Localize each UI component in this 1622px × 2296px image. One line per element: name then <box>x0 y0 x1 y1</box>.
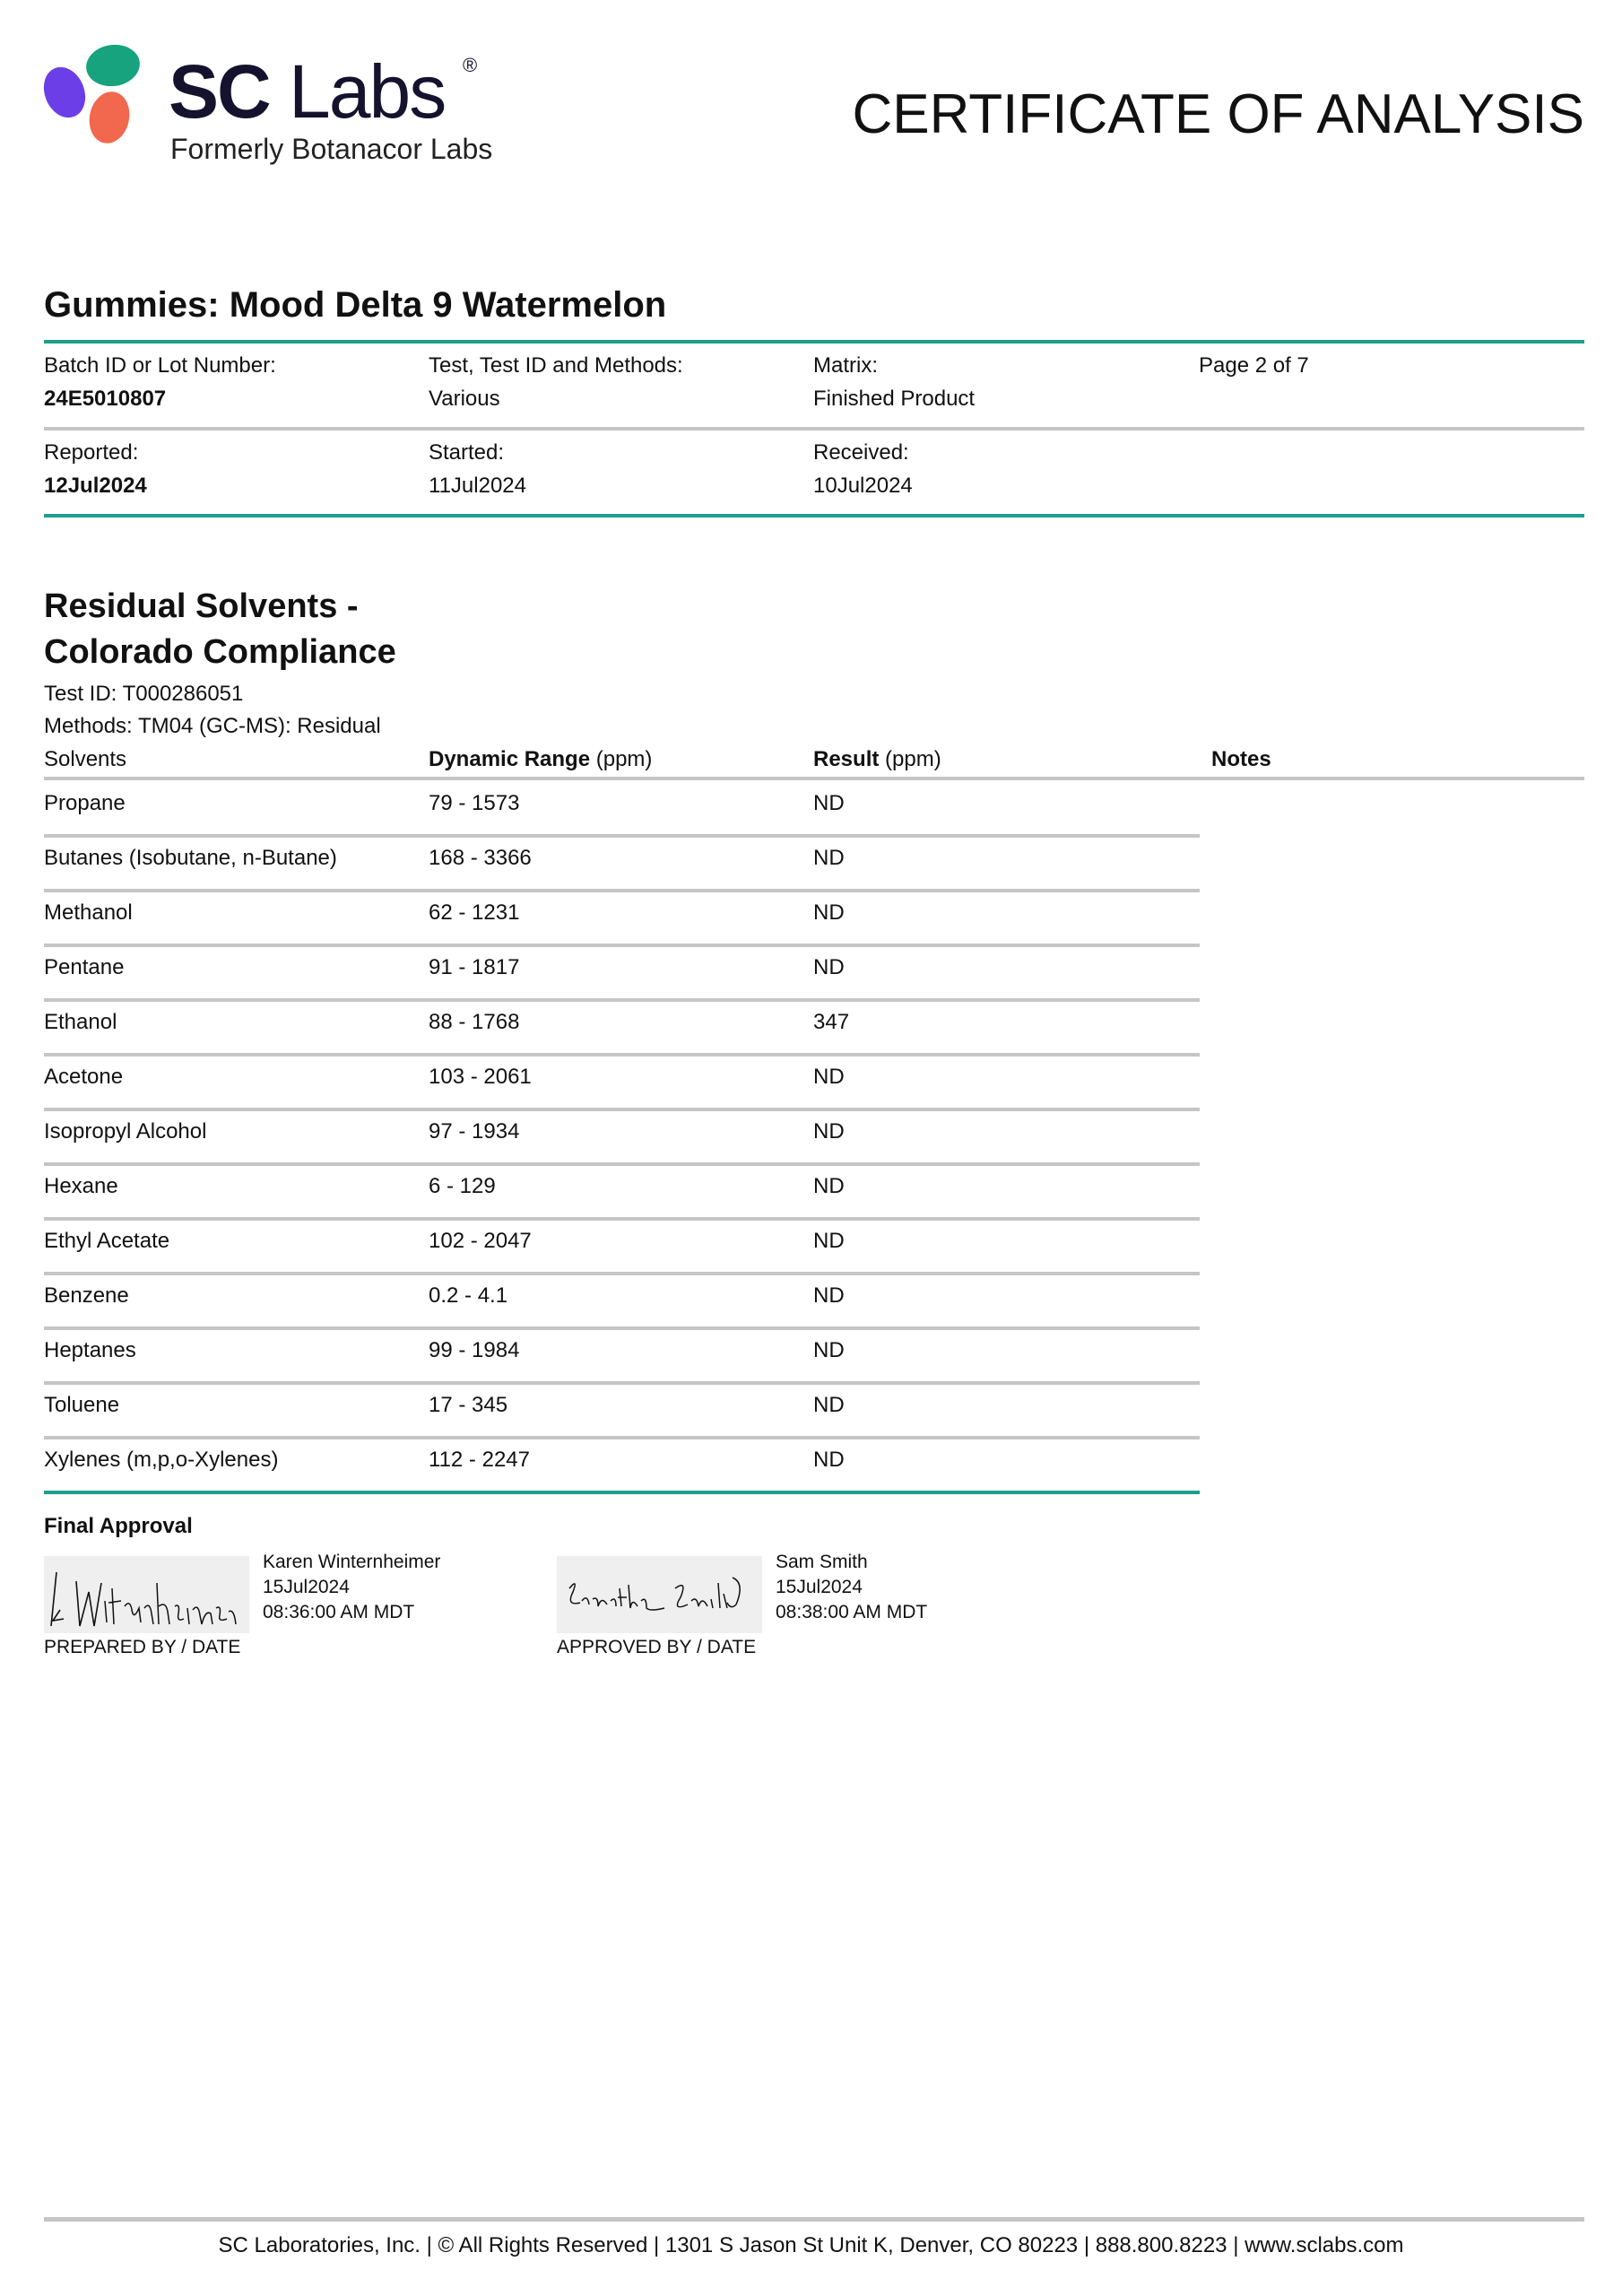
result-cell: ND <box>813 955 845 979</box>
analyte-cell: Hexane <box>44 1174 118 1198</box>
result-cell: ND <box>813 846 845 870</box>
prepared-by-label: PREPARED BY / DATE <box>44 1637 241 1657</box>
result-cell: ND <box>813 1283 845 1308</box>
started-label: Started: <box>429 440 505 465</box>
result-cell: ND <box>813 1448 845 1472</box>
approved-signature-image <box>557 1556 762 1633</box>
test-id: Test ID: T000286051 <box>44 682 244 706</box>
batch-value: 24E5010807 <box>44 387 167 411</box>
page-indicator: Page 2 of 7 <box>1199 353 1309 378</box>
section-title-line1: Residual Solvents - <box>44 587 359 625</box>
footer-divider <box>44 2217 1584 2222</box>
dynamic-range-cell: 112 - 2247 <box>429 1448 530 1472</box>
analyte-cell: Pentane <box>44 955 125 979</box>
result-cell: ND <box>813 1119 845 1144</box>
column-header-range-unit: (ppm) <box>590 747 653 771</box>
analyte-cell: Ethyl Acetate <box>44 1229 170 1253</box>
analyte-cell: Ethanol <box>44 1010 117 1034</box>
analyte-cell: Acetone <box>44 1065 124 1089</box>
analyte-cell: Benzene <box>44 1283 129 1308</box>
logo-green-blob-icon <box>83 41 143 90</box>
logo-subtitle: Formerly Botanacor Labs <box>170 133 493 165</box>
result-cell: ND <box>813 900 845 925</box>
logo-orange-blob-icon <box>84 88 134 147</box>
dynamic-range-cell: 0.2 - 4.1 <box>429 1283 508 1308</box>
column-header-dynamic-range <box>429 747 652 772</box>
batch-label: Batch ID or Lot Number: <box>44 353 276 378</box>
matrix-label: Matrix: <box>813 353 878 378</box>
row-divider <box>44 1053 1200 1057</box>
reported-label: Reported: <box>44 440 139 465</box>
row-divider <box>44 1108 1200 1111</box>
column-header-result <box>813 747 941 772</box>
received-value: 10Jul2024 <box>813 474 913 498</box>
result-cell: ND <box>813 791 845 815</box>
sc-labs-logo <box>45 43 511 169</box>
footer-text: SC Laboratories, Inc. | © All Rights Reserved | 1301 S Jason St Unit K, Denver, CO 80223 | 888.800.8223 | www.sclabs.com <box>218 2233 1404 2257</box>
result-cell: ND <box>813 1229 845 1253</box>
dynamic-range-cell: 99 - 1984 <box>429 1338 520 1362</box>
dynamic-range-cell: 91 - 1817 <box>429 955 520 979</box>
result-cell: ND <box>813 1174 845 1198</box>
logo-purple-blob-icon <box>37 61 93 124</box>
row-divider <box>44 1436 1200 1439</box>
reported-value: 12Jul2024 <box>44 474 147 498</box>
logo-brand-regular: Labs <box>289 49 446 134</box>
analyte-cell: Heptanes <box>44 1338 136 1362</box>
row-divider <box>44 889 1200 892</box>
approved-by-date: 15Jul2024 <box>776 1577 863 1597</box>
row-divider <box>44 834 1200 838</box>
test-value: Various <box>429 387 500 411</box>
approved-by-name: Sam Smith <box>776 1552 868 1572</box>
divider-gray-info <box>44 427 1584 430</box>
dynamic-range-cell: 103 - 2061 <box>429 1065 532 1089</box>
row-divider <box>44 944 1200 947</box>
methods-line2: Solvents <box>44 747 127 771</box>
document-title: CERTIFICATE OF ANALYSIS <box>852 83 1584 145</box>
column-header-notes <box>1211 747 1271 772</box>
methods-line1: Methods: TM04 (GC-MS): Residual <box>44 714 381 738</box>
matrix-value: Finished Product <box>813 387 976 411</box>
dynamic-range-cell: 88 - 1768 <box>429 1010 520 1034</box>
result-cell: ND <box>813 1065 845 1089</box>
approved-by-time: 08:38:00 AM MDT <box>776 1602 928 1622</box>
prepared-by-name: Karen Winternheimer <box>263 1552 441 1572</box>
prepared-signature-icon <box>44 1556 249 1633</box>
registered-mark-icon: ® <box>463 54 478 76</box>
row-divider <box>44 998 1200 1002</box>
table-header-divider <box>44 777 1584 780</box>
row-divider <box>44 1217 1200 1221</box>
received-label: Received: <box>813 440 909 465</box>
approved-signature-icon <box>557 1556 762 1633</box>
test-label: Test, Test ID and Methods: <box>429 353 683 378</box>
prepared-by-date: 15Jul2024 <box>263 1577 350 1597</box>
approved-by-label: APPROVED BY / DATE <box>557 1637 757 1657</box>
column-header-result-unit: (ppm) <box>879 747 941 771</box>
logo-wordmark <box>169 49 446 134</box>
column-header-range-label: Dynamic Range <box>429 747 591 771</box>
analyte-cell: Isopropyl Alcohol <box>44 1119 207 1144</box>
analyte-cell: Propane <box>44 791 126 815</box>
analyte-cell: Butanes (Isobutane, n-Butane) <box>44 846 337 870</box>
logo-brand-bold: SC <box>169 49 270 134</box>
analyte-cell: Toluene <box>44 1393 120 1417</box>
dynamic-range-cell: 6 - 129 <box>429 1174 496 1198</box>
prepared-by-time: 08:36:00 AM MDT <box>263 1602 415 1622</box>
table-end-divider <box>44 1491 1200 1494</box>
column-header-notes-label: Notes <box>1211 747 1271 771</box>
final-approval-title: Final Approval <box>44 1514 193 1538</box>
analyte-cell: Xylenes (m,p,o-Xylenes) <box>44 1448 279 1472</box>
dynamic-range-cell: 97 - 1934 <box>429 1119 520 1144</box>
prepared-signature-image <box>44 1556 249 1633</box>
row-divider <box>44 1326 1200 1330</box>
section-title-line2: Colorado Compliance <box>44 633 396 671</box>
started-value: 11Jul2024 <box>429 474 526 498</box>
result-cell: 347 <box>813 1010 850 1034</box>
analyte-cell: Methanol <box>44 900 133 925</box>
result-cell: ND <box>813 1393 845 1417</box>
row-divider <box>44 1162 1200 1166</box>
result-cell: ND <box>813 1338 845 1362</box>
product-title: Gummies: Mood Delta 9 Watermelon <box>44 285 667 325</box>
row-divider <box>44 1381 1200 1385</box>
divider-teal-info-bottom <box>44 514 1584 517</box>
dynamic-range-cell: 79 - 1573 <box>429 791 520 815</box>
row-divider <box>44 1272 1200 1275</box>
divider-teal-top <box>44 340 1584 344</box>
dynamic-range-cell: 168 - 3366 <box>429 846 532 870</box>
dynamic-range-cell: 62 - 1231 <box>429 900 520 925</box>
dynamic-range-cell: 17 - 345 <box>429 1393 508 1417</box>
dynamic-range-cell: 102 - 2047 <box>429 1229 532 1253</box>
column-header-result-label: Result <box>813 747 880 771</box>
